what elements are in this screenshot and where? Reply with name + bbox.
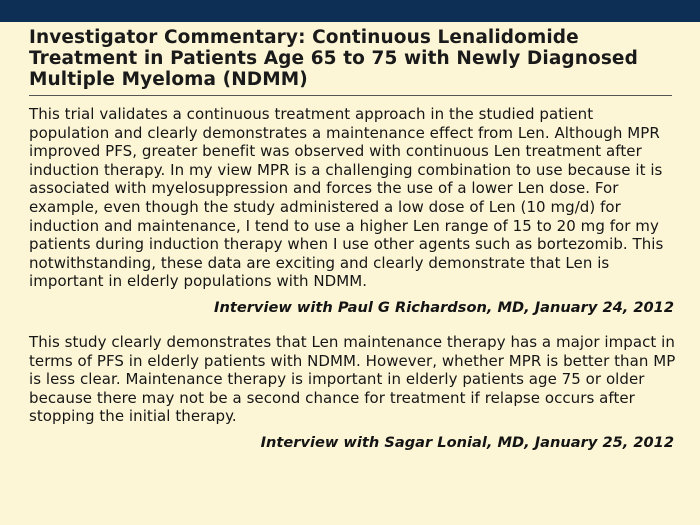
header-bar	[0, 0, 700, 22]
title-divider	[29, 95, 672, 96]
slide-content	[29, 27, 677, 452]
commentary-lonial-text: This study clearly demonstrates that Len maintenance therapy has a major impact in terms of PFS in elderly patients with NDMM. However, whether MPR is better than MP is less clear. Maintenance therapy is important in elderly patients age 75 or older because there may not be a second chance for treatment if relapse occurs after stopping the initial therapy.	[29, 332, 676, 426]
commentary-richardson-text: This trial validates a continuous treatment approach in the studied patient population and clearly demonstrates a maintenance effect from Len. Although MPR improved PFS, greater benefit was observed with continuous Len treatment after induction therapy. In my view MPR is a challenging combination to use because it is associated with myelosuppression and forces the use of a lower Len dose. For example, even though the study administered a low dose of Len (10 mg/d) for induction and maintenance, I tend to use a higher Len range of 15 to 20 mg for my patients during induction therapy when I use other agents such as bortezomib. This notwithstanding, these data are exciting and clearly demonstrate that Len is important in elderly populations with NDMM.	[29, 105, 664, 291]
commentary-lonial-attribution: Interview with Sagar Lonial, MD, January 25, 2012	[260, 433, 674, 451]
slide-title: Investigator Commentary: Continuous Lenalidomide Treatment in Patients Age 65 to 75 with Newly Diagnosed Multiple Myeloma (NDMM)	[29, 27, 638, 90]
commentary-richardson-attribution: Interview with Paul G Richardson, MD, January 24, 2012	[214, 298, 674, 316]
